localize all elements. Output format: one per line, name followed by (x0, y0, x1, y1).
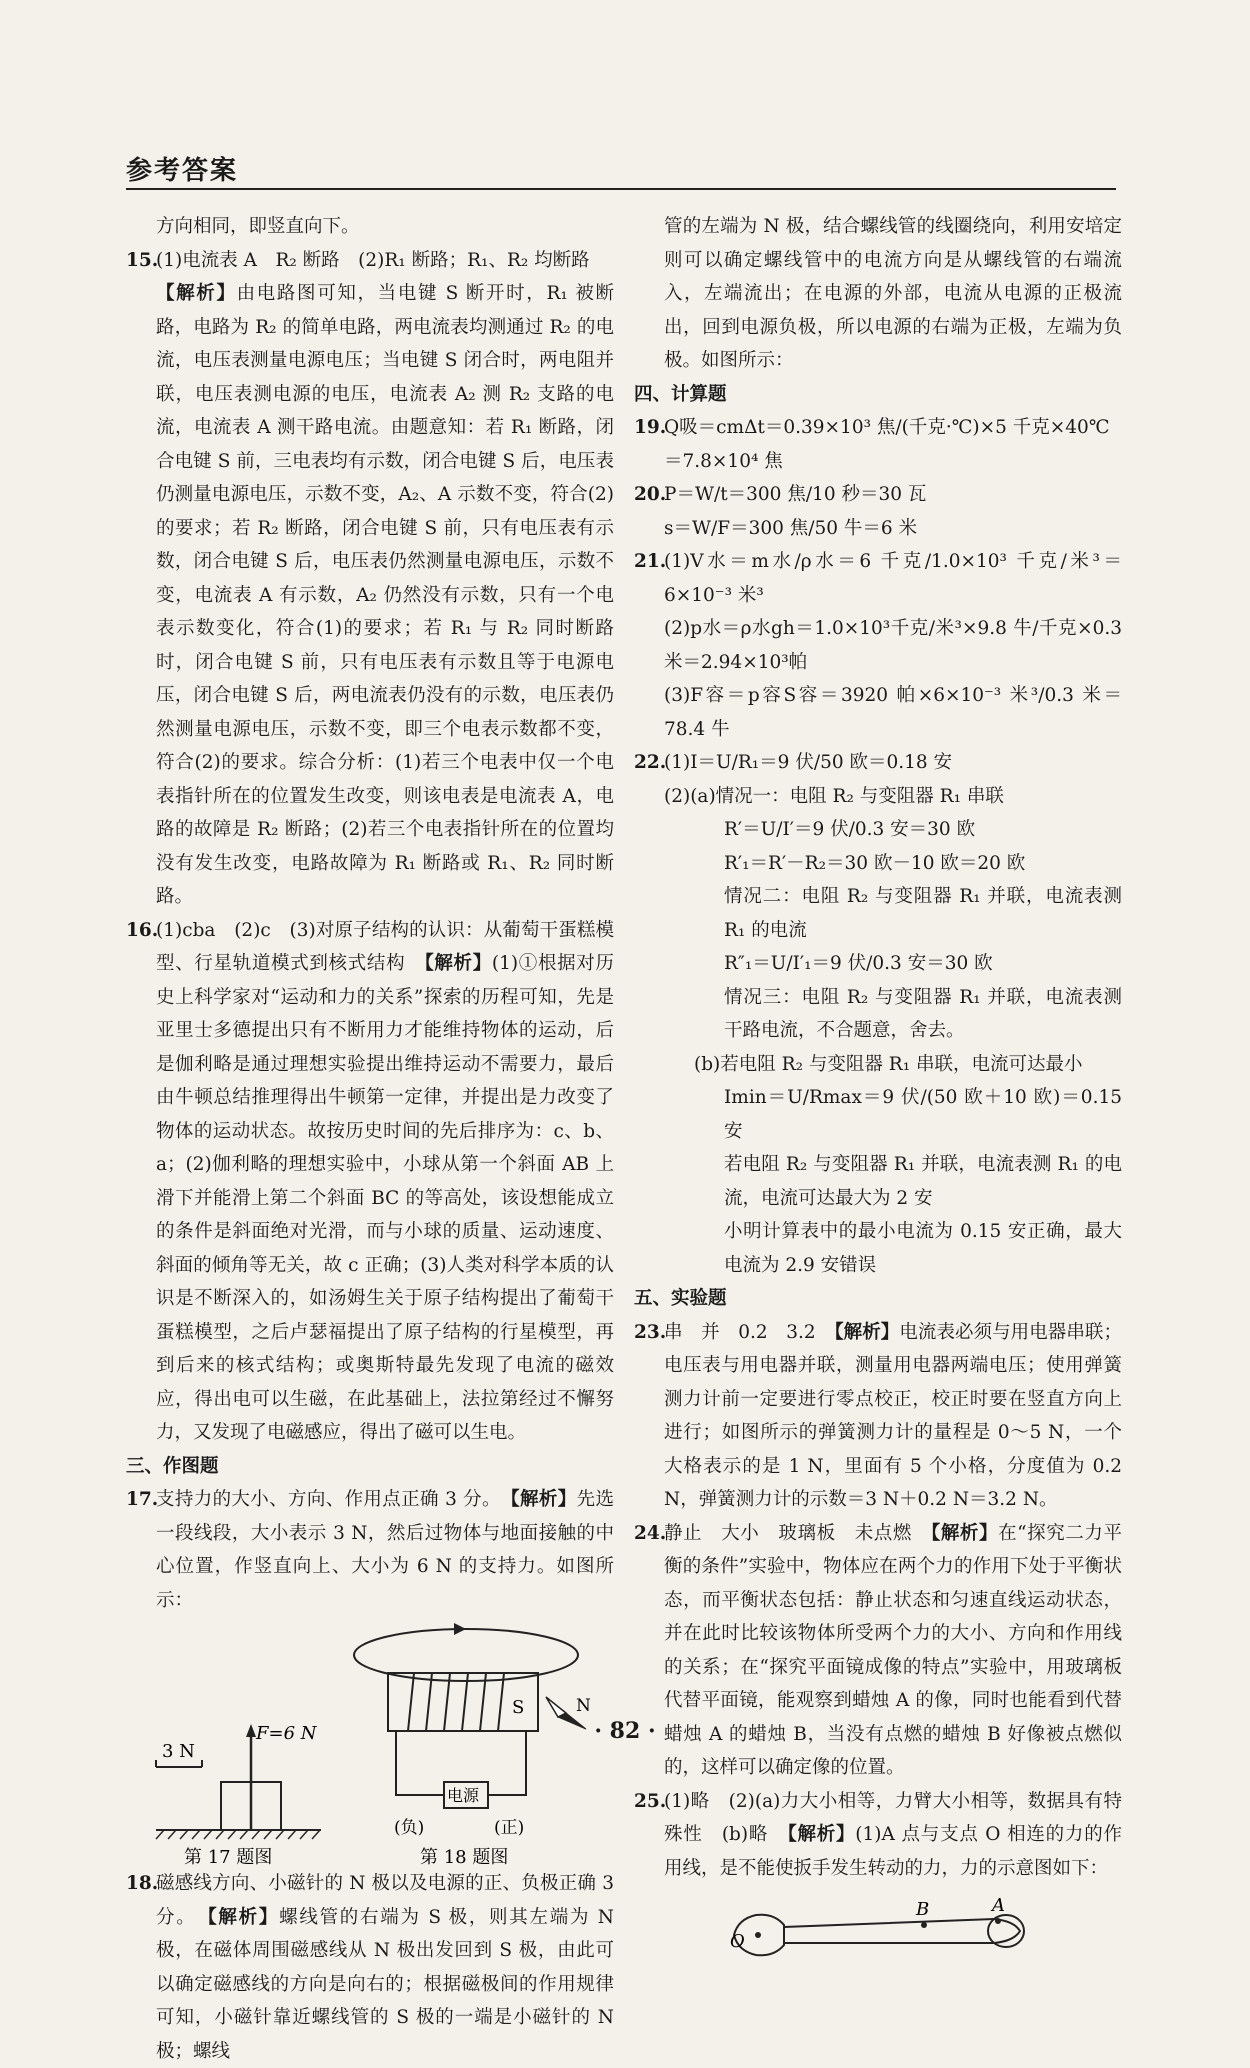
power-source-label: 电源 (447, 1786, 480, 1805)
section-heading: 四、计算题 (634, 383, 727, 405)
question-number: 23. (634, 1321, 667, 1343)
header-divider (126, 188, 1116, 190)
point-b-label: B (916, 1899, 930, 1920)
wrench-handle (784, 1919, 1020, 1943)
section-heading: 五、实验题 (634, 1288, 727, 1309)
formula-line: ＝7.8×10⁴ 焦 (664, 450, 783, 472)
analysis-tag: 【解析】 (931, 1522, 999, 1544)
force-label: F=6 N (256, 1723, 317, 1744)
figure-17 (156, 1723, 321, 1867)
formula-line: (3)F容＝p容S容＝3920 帕×6×10⁻³ 米³/0.3 米＝78.4 牛 (664, 685, 1122, 740)
answer-text: 支持力的大小、方向、作用点正确 3 分。 (156, 1489, 492, 1510)
analysis-text: 螺线管的右端为 S 极，则其左端为 N 极，在磁体周围磁感线从 N 极出发回到 S 极，由此可以确定磁感线的方向是向右的；根据磁极间的作用规律可知，小磁针靠近螺线管的 S 极的一端是小磁针的 N 极；螺线 (156, 1906, 614, 2062)
point-a-label: A (992, 1895, 1005, 1916)
analysis-tag: 【解析】 (510, 1489, 577, 1510)
analysis-text: 在“探究二力平衡的条件”实验中，物体应在两个力的作用下处于平衡状态，而平衡状态包括：静止状态和匀速直线运动状态，并在此时比较该物体所受两个力的大小、方向和作用线的关系；在“探究平面镜成像的特点”实验中，用玻璃板代替平面镜，能观察到蜡烛 A 的像，同时也能看到代替蜡烛 A 的蜡烛 B，当没有点燃的蜡烛 B 好像被点燃似的，这样可以确定像的位置。 (664, 1522, 1122, 1778)
question-number: 24. (634, 1522, 667, 1544)
question-number: 16. (126, 919, 159, 941)
formula-line: (1)I＝U/R₁＝9 伏/50 欧＝0.18 安 (664, 752, 953, 773)
question-17 (126, 1483, 614, 1617)
question-15 (126, 244, 614, 914)
question-16 (126, 914, 614, 1450)
analysis-text: 电流表必须与用电器串联；电压表与用电器并联，测量用电器两端电压；使用弹簧测力计前一定要进行零点校正，校正时要在竖直方向上进行；如图所示的弹簧测力计的量程是 0～5 N，一个大格表示的是 1 N，里面有 5 个小格，分度值为 0.2 N，弹簧测力计的示数＝3 N＋0.2 N＝3.2 N。 (664, 1321, 1122, 1510)
formula-line: Q吸＝cmΔt＝0.39×10³ 焦/(千克·℃)×5 千克×40℃ (664, 417, 1110, 438)
formula-line: Imin＝U/Rmax＝9 伏/(50 欧＋10 欧)＝0.15 安 (724, 1087, 1122, 1142)
continuation-text: 方向相同，即竖直向下。 (156, 216, 360, 237)
formula-line: 情况二：电阻 R₂ 与变阻器 R₁ 并联，电流表测 R₁ 的电流 (724, 886, 1122, 941)
question-25 (634, 1785, 1122, 1886)
formula-line: R″₁＝U/I′₁＝9 伏/0.3 安＝30 欧 (724, 953, 993, 974)
question-number: 15. (126, 249, 159, 271)
question-18 (126, 1867, 614, 2068)
formula-line: (2)(a)情况一：电阻 R₂ 与变阻器 R₁ 串联 (664, 785, 1004, 807)
analysis-text: 先选一段线段，大小表示 3 N，然后过物体与地面接触的中心位置，作竖直向上、大小为 6 N 的支持力。如图所示： (156, 1489, 614, 1611)
formula-line: s＝W/F＝300 焦/50 牛＝6 米 (664, 517, 918, 539)
field-direction-arrow (454, 1623, 466, 1635)
answer-text: (1)电流表 A R₂ 断路 (2)R₁ 断路；R₁、R₂ 均断路 (156, 249, 590, 271)
question-number: 19. (634, 417, 667, 438)
page-header-title: 参考答案 (126, 156, 239, 186)
question-number: 22. (634, 752, 667, 773)
formula-line: 小明计算表中的最小电流为 0.15 安正确，最大电流为 2.9 安错误 (724, 1221, 1122, 1276)
left-column (126, 210, 614, 2068)
analysis-tag: 【解析】 (424, 953, 492, 974)
answer-text: 静止 大小 玻璃板 未点燃 (664, 1522, 912, 1544)
answer-text: 串 并 0.2 3.2 (664, 1321, 816, 1343)
analysis-tag: 【解析】 (156, 283, 237, 304)
question-19 (634, 411, 1122, 478)
answer-text: (1)cba (2)c (3)对原子结构的认识：从葡萄干蛋糕模型、行星轨道模式到核式结构 (156, 919, 614, 974)
figure-18-caption: 第 18 题图 (420, 1847, 509, 1867)
figure-18 (354, 1623, 591, 1867)
section-heading: 三、作图题 (126, 1455, 219, 1477)
analysis-tag: 【解析】 (207, 1906, 280, 1928)
question-number: 18. (126, 1873, 159, 1894)
solenoid-s-pole: S (512, 1697, 525, 1718)
formula-line: 若电阻 R₂ 与变阻器 R₁ 并联，电流表测 R₁ 的电流，电流可达最大为 2 安 (724, 1154, 1122, 1209)
analysis-text: 由电路图可知，当电键 S 断开时，R₁ 被断路，电路为 R₂ 的简单电路，两电流表均测通过 R₂ 的电流，电压表测量电源电压；当电键 S 闭合时，两电阻并联，电压表测电源的电压，电流表 A₂ 测 R₂ 支路的电流，电流表 A 测干路电流。由题意知：若 R₁ 断路，闭合电键 S 前，三电表均有示数，闭合电键 S 后，电压表仍测量电源电压，示数不变，A₂、A 示数不变，符合(2)的要求；若 R₂ 断路，闭合电键 S 前，只有电压表有示数，闭合电键 S 后，电压表仍然测量电源电压，示数不变，电流表 A 有示数，A₂ 仍然没有示数，只有一个电表示数变化，符合(1)的要求；若 R₁ 与 R₂ 同时断路时，闭合电键 S 前，只有电压表有示数且等于电源电压，闭合电键 S 后，两电流表仍没有的示数，电压表仍然测量电源电压，示数不变，即三个电表示数都不变，符合(2)的要求。综合分析：(1)若三个电表中仅一个电表指针所在的位置发生改变，则该电表是电流表 A，电路的故障是 R₂ 断路；(2)若三个电表指针所在的位置均没有发生改变，电路故障为 R₁ 断路或 R₁、R₂ 同时断路。 (156, 283, 614, 907)
formula-line: 情况三：电阻 R₂ 与变阻器 R₁ 并联，电流表测干路电流，不合题意，舍去。 (724, 986, 1122, 1041)
question-number: 20. (634, 484, 667, 505)
answer-text: 磁感线方向、小磁针的 N 极以及电源的正、负极正确 3 分。 (156, 1873, 614, 1928)
page-number: · 82 · (594, 1718, 656, 1744)
compass-n-label: N (576, 1696, 591, 1716)
analysis-text: (1)A 点与支点 O 相连的力的作用线，是不能使扳手发生转动的力，力的示意图如下： (664, 1824, 1122, 1879)
positive-terminal-label: (正) (494, 1818, 525, 1838)
answer-text: (1)略 (2)(a)力大小相等，力臂大小相等，数据具有特殊性 (b)略 (664, 1790, 1122, 1845)
pivot-o-label: O (730, 1931, 745, 1952)
question-number: 25. (634, 1790, 667, 1812)
figure-17-caption: 第 17 题图 (184, 1847, 273, 1867)
formula-line: (b)若电阻 R₂ 与变阻器 R₁ 串联，电流可达最小 (694, 1053, 1083, 1075)
formula-line: (2)p水＝ρ水gh＝1.0×10³千克/米³×9.8 牛/千克×0.3 米＝2.94×10³帕 (664, 618, 1122, 673)
question-number: 21. (634, 551, 667, 572)
analysis-tag: 【解析】 (787, 1824, 856, 1845)
formula-line: (1)V水＝m水/ρ水＝6 千克/1.0×10³ 千克/米³＝6×10⁻³ 米³ (664, 551, 1122, 606)
figure-25-wrench (634, 1885, 1122, 1985)
question-number: 17. (126, 1489, 159, 1510)
scale-label: 3 N (162, 1741, 195, 1762)
analysis-text: (1)①根据对历史上科学家对“运动和力的关系”探索的历程可知，先是亚里士多德提出只有不断用力才能维持物体的运动，后是伽利略是通过理想实验提出维持运动不需要力，最后由牛顿总结推理得出牛顿第一定律，并提出是力改变了物体的运动状态。故按历史时间的先后排序为：c、b、a；(2)伽利略的理想实验中，小球从第一个斜面 AB 上滑下并能滑上第二个斜面 BC 的等高处，该设想能成立的条件是斜面绝对光滑，而与小球的质量、运动速度、斜面的倾角等无关，故 c 正确；(3)人类对科学本质的认识是不断深入的，如汤姆生关于原子结构提出了葡萄干蛋糕模型，之后卢瑟福提出了原子结构的行星模型，再到后来的核式结构；或奥斯特最先发现了电流的磁效应，得出电可以生磁，在此基础上，法拉第经过不懈努力，又发现了电磁感应，得出了磁可以生电。 (156, 953, 614, 1443)
question-23 (634, 1316, 1122, 1517)
hand-shape (988, 1915, 1024, 1947)
analysis-tag: 【解析】 (834, 1321, 900, 1343)
formula-line: R′＝U/I′＝9 伏/0.3 安＝30 欧 (724, 819, 976, 840)
negative-terminal-label: (负) (394, 1818, 425, 1838)
question-22 (634, 746, 1122, 1282)
question-20 (634, 478, 1122, 545)
formula-line: R′₁＝R′－R₂＝30 欧－10 欧＝20 欧 (724, 852, 1026, 874)
formula-line: P＝W/t＝300 焦/10 秒＝30 瓦 (664, 484, 927, 505)
question-21 (634, 545, 1122, 746)
continuation-text: 管的左端为 N 极，结合螺线管的线圈绕向，利用安培定则可以确定螺线管中的电流方向是从螺线管的右端流入，左端流出；在电源的外部，电流从电源的正极流出，回到电源负极，所以电源的右端为正极，左端为负极。如图所示： (664, 216, 1122, 371)
question-24 (634, 1517, 1122, 1785)
